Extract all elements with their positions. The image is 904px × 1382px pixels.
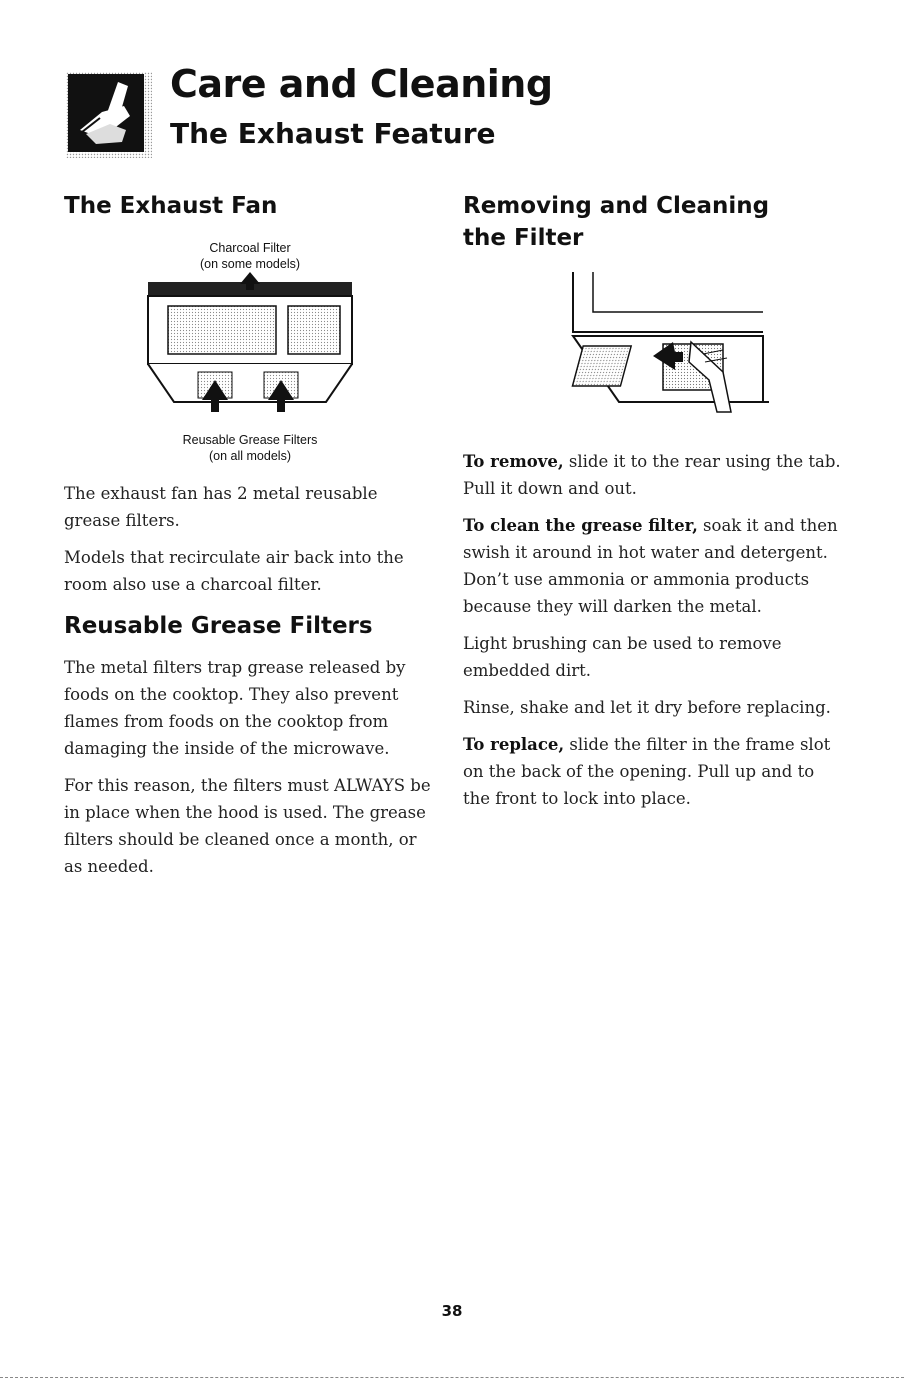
body-text: soak it and then swish it around in hot water and detergent. Don’t use ammonia or ammonia products because they will darken the metal. (463, 516, 838, 616)
right-column (463, 190, 843, 822)
microwave-underside-illustration (140, 272, 360, 422)
page-title: Care and Cleaning (170, 62, 553, 106)
left-column (64, 190, 436, 890)
caption-grease-filters-note: (on all models) (209, 449, 291, 463)
body-text: slide it to the rear using the tab. Pull it down and out. (463, 452, 841, 498)
caption-charcoal-filter: Charcoal Filter (209, 241, 291, 255)
exhaust-fan-figure (64, 240, 436, 464)
caption-grease-filters: Reusable Grease Filters (182, 433, 318, 447)
paragraph: Light brushing can be used to remove embedded dirt. (463, 634, 782, 680)
section-heading-reusable-grease-filters: Reusable Grease Filters (64, 613, 373, 639)
heading-line: the Filter (463, 225, 584, 251)
page-subtitle: The Exhaust Feature (170, 117, 496, 150)
cleaning-hand-icon (66, 72, 152, 158)
lead-text: To clean the grease filter, (463, 516, 698, 535)
heading-line: Removing and Cleaning (463, 193, 770, 219)
page-number: 38 (441, 1302, 463, 1320)
paragraph: Models that recirculate air back into the room also use a charcoal filter. (64, 548, 404, 594)
caption-charcoal-filter-note: (on some models) (199, 257, 301, 271)
lead-text: To remove, (463, 452, 564, 471)
footer-divider (0, 1377, 904, 1378)
section-heading-exhaust-fan: The Exhaust Fan (64, 193, 278, 219)
paragraph-replace (463, 731, 843, 812)
paragraph: The exhaust fan has 2 metal reusable grease filters. (64, 484, 378, 530)
body-text: slide the filter in the frame slot on the back of the opening. Pull up and to the front to lock into place. (463, 735, 831, 808)
lead-text: To replace, (463, 735, 565, 754)
paragraph: The metal filters trap grease released by foods on the cooktop. They also prevent flames from foods on the cooktop from damaging the inside of the microwave. (64, 658, 406, 758)
paragraph-clean (463, 512, 843, 620)
section-heading-removing-filter (463, 190, 843, 254)
paragraph: Rinse, shake and let it dry before replacing. (463, 698, 831, 717)
paragraph-remove (463, 448, 843, 502)
filter-removal-illustration (563, 272, 773, 422)
paragraph: For this reason, the filters must ALWAYS be in place when the hood is used. The grease filters should be cleaned once a month, or as needed. (64, 776, 431, 876)
